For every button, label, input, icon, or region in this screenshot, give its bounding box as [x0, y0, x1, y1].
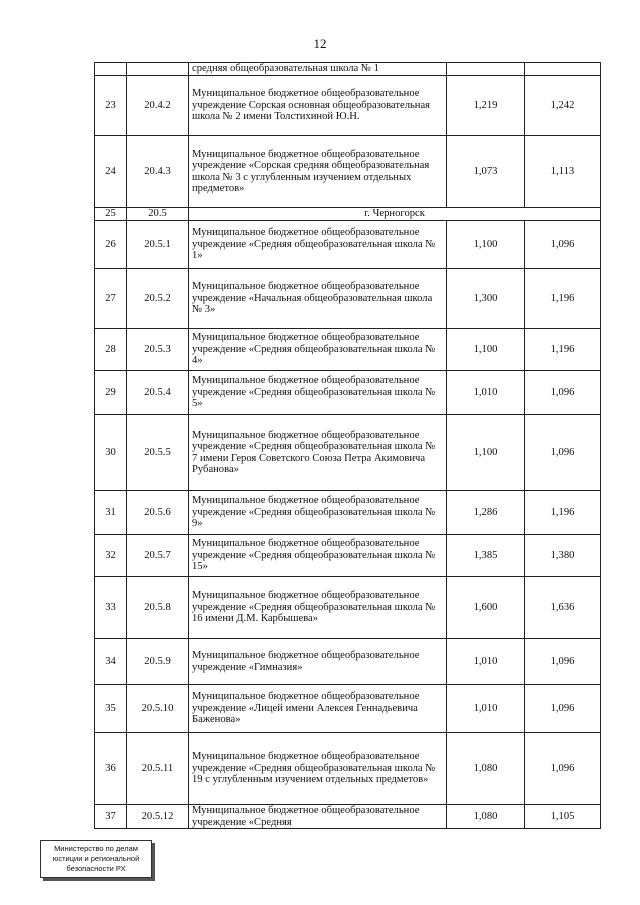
table-row	[95, 577, 601, 639]
row-number: 31	[95, 491, 127, 535]
row-code: 20.5.3	[127, 329, 189, 371]
value-1: 1,219	[447, 76, 525, 136]
value-1: 1,100	[447, 329, 525, 371]
value-1: 1,300	[447, 269, 525, 329]
value-1: 1,073	[447, 136, 525, 208]
value-2	[525, 63, 601, 76]
institution-name: Муниципальное бюджетное общеобразовательное учреждение «Средняя	[189, 805, 447, 829]
table-row	[95, 329, 601, 371]
institution-name: Муниципальное бюджетное общеобразовательное учреждение Сорская основная общеобразовательная школа № 2 имени Толстихиной Ю.Н.	[189, 76, 447, 136]
value-1: 1,010	[447, 685, 525, 733]
value-2: 1,113	[525, 136, 601, 208]
value-2: 1,096	[525, 221, 601, 269]
row-code: 20.5.5	[127, 415, 189, 491]
table-row	[95, 76, 601, 136]
value-2: 1,242	[525, 76, 601, 136]
value-2: 1,096	[525, 371, 601, 415]
value-2: 1,380	[525, 535, 601, 577]
row-number: 26	[95, 221, 127, 269]
institution-name: Муниципальное бюджетное общеобразовательное учреждение «Средняя общеобразовательная школа № 1»	[189, 221, 447, 269]
table-row	[95, 63, 601, 76]
institution-name: средняя общеобразовательная школа № 1	[189, 63, 447, 76]
institution-name: Муниципальное бюджетное общеобразовательное учреждение «Средняя общеобразовательная школа № 5»	[189, 371, 447, 415]
institution-name: Муниципальное бюджетное общеобразовательное учреждение «Сорская средняя общеобразовательная школа № 3 с углубленным изучением отдельных предметов»	[189, 136, 447, 208]
row-number: 28	[95, 329, 127, 371]
value-1: 1,100	[447, 415, 525, 491]
schools-table	[94, 62, 601, 829]
value-2: 1,636	[525, 577, 601, 639]
value-2: 1,096	[525, 685, 601, 733]
row-code: 20.5.8	[127, 577, 189, 639]
value-1: 1,080	[447, 733, 525, 805]
row-number: 36	[95, 733, 127, 805]
table-row	[95, 685, 601, 733]
value-2: 1,105	[525, 805, 601, 829]
table-row	[95, 491, 601, 535]
row-code: 20.5	[127, 208, 189, 221]
stamp-line-3: безопасности РХ	[66, 864, 126, 873]
row-number: 27	[95, 269, 127, 329]
table-row	[95, 733, 601, 805]
row-number	[95, 63, 127, 76]
row-code: 20.5.2	[127, 269, 189, 329]
table-row	[95, 221, 601, 269]
institution-name: Муниципальное бюджетное общеобразовательное учреждение «Средняя общеобразовательная школа № 15»	[189, 535, 447, 577]
row-number: 29	[95, 371, 127, 415]
row-number: 35	[95, 685, 127, 733]
row-number: 37	[95, 805, 127, 829]
institution-name: Муниципальное бюджетное общеобразовательное учреждение «Средняя общеобразовательная школа № 7 имени Героя Советского Союза Петра Акимовича Рубанова»	[189, 415, 447, 491]
table-row	[95, 805, 601, 829]
stamp-line-2: юстиции и региональной	[52, 854, 140, 863]
row-code: 20.4.3	[127, 136, 189, 208]
value-1: 1,385	[447, 535, 525, 577]
row-number: 23	[95, 76, 127, 136]
institution-name: Муниципальное бюджетное общеобразовательное учреждение «Лицей имени Алексея Геннадьевича Баженова»	[189, 685, 447, 733]
row-code: 20.5.12	[127, 805, 189, 829]
row-number: 25	[95, 208, 127, 221]
value-1: 1,600	[447, 577, 525, 639]
row-code: 20.5.10	[127, 685, 189, 733]
institution-name: Муниципальное бюджетное общеобразовательное учреждение «Начальная общеобразовательная школа № 3»	[189, 269, 447, 329]
city-heading: г. Черногорск	[189, 208, 601, 221]
institution-name: Муниципальное бюджетное общеобразовательное учреждение «Средняя общеобразовательная школа № 19 с углубленным изучением отдельных предметов»	[189, 733, 447, 805]
table-row	[95, 208, 601, 221]
value-2: 1,196	[525, 269, 601, 329]
value-1: 1,286	[447, 491, 525, 535]
value-1: 1,010	[447, 371, 525, 415]
value-2: 1,196	[525, 491, 601, 535]
row-code: 20.5.11	[127, 733, 189, 805]
row-number: 30	[95, 415, 127, 491]
row-code: 20.5.6	[127, 491, 189, 535]
table-row	[95, 639, 601, 685]
row-code: 20.5.7	[127, 535, 189, 577]
row-code: 20.4.2	[127, 76, 189, 136]
row-number: 32	[95, 535, 127, 577]
table-row	[95, 535, 601, 577]
row-number: 33	[95, 577, 127, 639]
value-2: 1,096	[525, 415, 601, 491]
institution-name: Муниципальное бюджетное общеобразовательное учреждение «Средняя общеобразовательная школа № 9»	[189, 491, 447, 535]
value-2: 1,096	[525, 733, 601, 805]
value-2: 1,196	[525, 329, 601, 371]
row-code	[127, 63, 189, 76]
row-code: 20.5.1	[127, 221, 189, 269]
table-row	[95, 371, 601, 415]
value-1	[447, 63, 525, 76]
value-1: 1,080	[447, 805, 525, 829]
table-row	[95, 136, 601, 208]
table-row	[95, 415, 601, 491]
institution-name: Муниципальное бюджетное общеобразовательное учреждение «Средняя общеобразовательная школа № 4»	[189, 329, 447, 371]
row-code: 20.5.4	[127, 371, 189, 415]
row-number: 24	[95, 136, 127, 208]
stamp-line-1: Министерство по делам	[54, 844, 138, 853]
value-1: 1,100	[447, 221, 525, 269]
table-body	[95, 63, 601, 829]
institution-name: Муниципальное бюджетное общеобразовательное учреждение «Средняя общеобразовательная школа № 16 имени Д.М. Карбышева»	[189, 577, 447, 639]
row-number: 34	[95, 639, 127, 685]
institution-name: Муниципальное бюджетное общеобразовательное учреждение «Гимназия»	[189, 639, 447, 685]
value-1: 1,010	[447, 639, 525, 685]
row-code: 20.5.9	[127, 639, 189, 685]
ministry-stamp	[40, 840, 152, 878]
table-row	[95, 269, 601, 329]
page-number: 12	[313, 36, 327, 51]
value-2: 1,096	[525, 639, 601, 685]
